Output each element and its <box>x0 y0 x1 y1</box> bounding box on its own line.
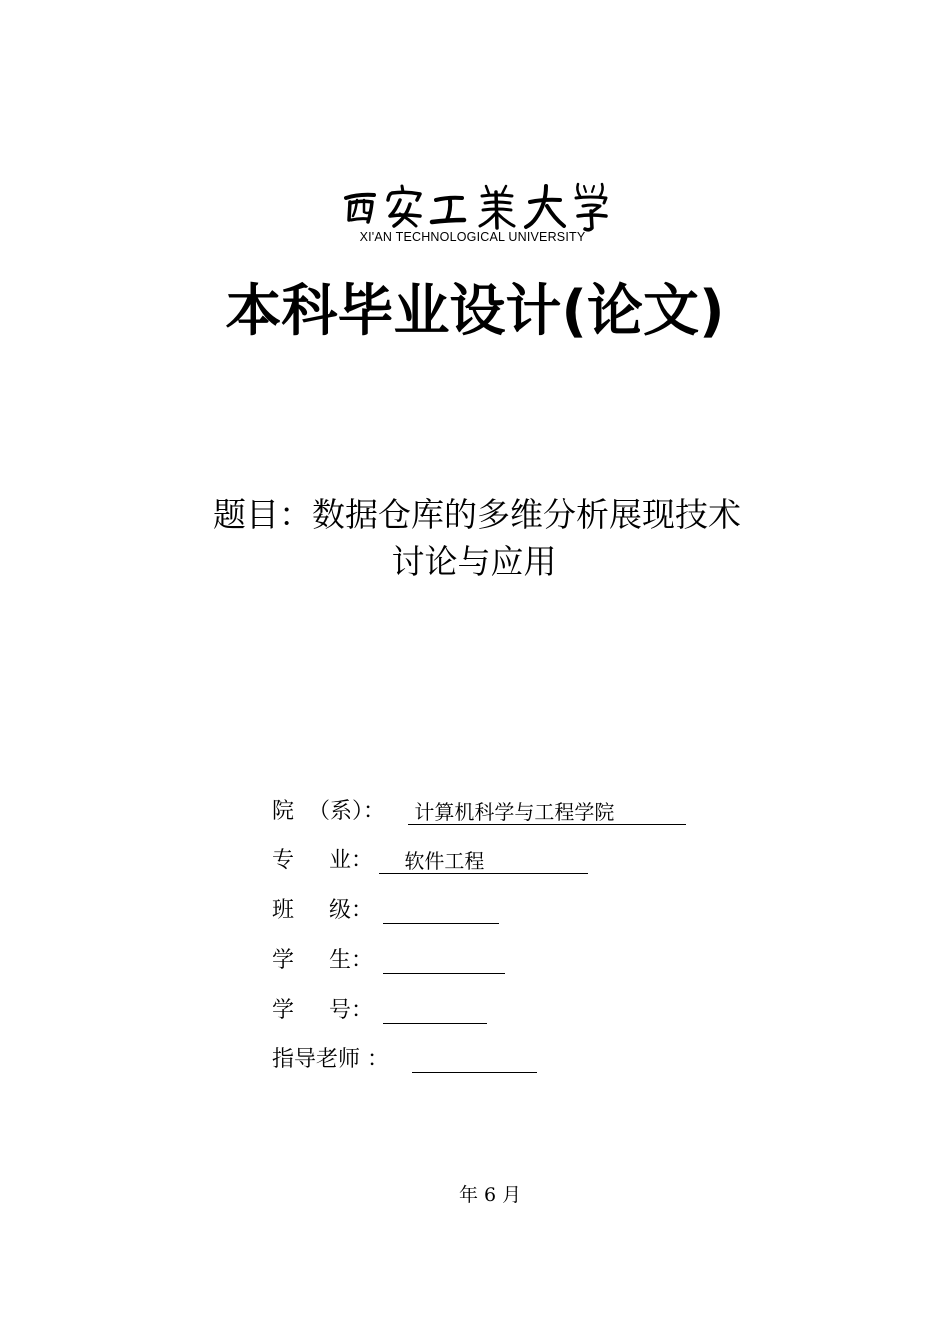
subject-line-2: 讨论与应用 <box>391 542 557 581</box>
field-department-value[interactable]: 计算机科学与工程学院 <box>408 795 686 825</box>
field-major <box>272 844 523 878</box>
field-class-value[interactable] <box>383 894 499 924</box>
thesis-title: 本科毕业设计(论文) <box>225 279 725 344</box>
field-department <box>272 795 628 829</box>
subject-line-1: 题目：数据仓库的多维分析展现技术 <box>213 495 741 534</box>
field-advisor-value[interactable] <box>412 1043 537 1073</box>
field-class <box>272 894 373 928</box>
field-major-label: 专 业： <box>272 848 373 873</box>
field-class-label: 班 级： <box>272 898 373 923</box>
field-student-id-value[interactable] <box>383 994 487 1024</box>
field-student-id-label: 学 号： <box>272 998 373 1023</box>
field-advisor <box>272 1043 389 1077</box>
calligraphy-wordmark-icon <box>340 178 610 238</box>
submission-date: 年 6 月 <box>459 1184 522 1206</box>
field-major-value[interactable]: 软件工程 <box>379 844 588 874</box>
field-advisor-label: 指导老师 ： <box>272 1047 389 1072</box>
field-student-value[interactable] <box>383 944 505 974</box>
university-name-en: XI'AN TECHNOLOGICAL UNIVERSITY <box>359 230 586 244</box>
field-student-label: 学 生： <box>272 948 373 973</box>
field-student-id <box>272 994 373 1028</box>
field-student <box>272 944 373 978</box>
field-department-label: 院 （系）： <box>272 799 385 824</box>
